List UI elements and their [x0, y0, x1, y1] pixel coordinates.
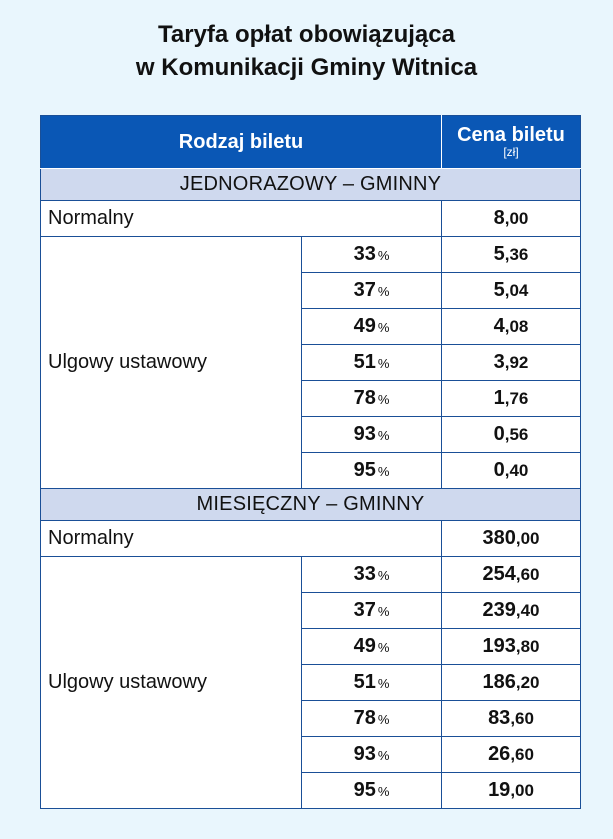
title-line-2: w Komunikacji Gminy Witnica — [135, 54, 478, 81]
price-cell: 254,60 — [442, 557, 581, 593]
section-row — [41, 169, 581, 201]
price-cell: 193,80 — [442, 629, 581, 665]
price-cell: 19,00 — [442, 773, 581, 809]
discount-cell: 93 % — [302, 737, 442, 773]
table-header-row — [41, 116, 581, 169]
discount-cell: 95 % — [302, 453, 442, 489]
table-row — [41, 521, 581, 557]
price-cell: 83,60 — [442, 701, 581, 737]
price-cell: 5,36 — [442, 237, 581, 273]
price-cell: 0,40 — [442, 453, 581, 489]
normal-label: Normalny — [41, 521, 442, 557]
header-ticket-type: Rodzaj biletu — [41, 116, 442, 169]
discount-cell: 93 % — [302, 417, 442, 453]
reduced-label: Ulgowy ustawowy — [41, 237, 302, 489]
table-row — [41, 201, 581, 237]
header-price-unit: [zł] — [503, 145, 519, 159]
price-cell: 3,92 — [442, 345, 581, 381]
normal-price: 8,00 — [442, 201, 581, 237]
discount-cell: 49 % — [302, 629, 442, 665]
discount-cell: 95 % — [302, 773, 442, 809]
price-cell: 5,04 — [442, 273, 581, 309]
discount-cell: 51 % — [302, 665, 442, 701]
price-cell: 1,76 — [442, 381, 581, 417]
normal-price: 380,00 — [442, 521, 581, 557]
discount-cell: 37 % — [302, 593, 442, 629]
fare-table — [40, 115, 581, 809]
price-cell: 4,08 — [442, 309, 581, 345]
discount-cell: 49 % — [302, 309, 442, 345]
header-ticket-price — [442, 116, 581, 169]
discount-cell: 33 % — [302, 237, 442, 273]
reduced-label: Ulgowy ustawowy — [41, 557, 302, 809]
price-cell: 0,56 — [442, 417, 581, 453]
discount-cell: 33 % — [302, 557, 442, 593]
page-title — [0, 18, 613, 84]
table-row — [41, 557, 581, 593]
section-row — [41, 489, 581, 521]
table-row — [41, 237, 581, 273]
header-price-label: Cena biletu — [457, 124, 565, 146]
price-cell: 239,40 — [442, 593, 581, 629]
title-line-1: Taryfa opłat obowiązująca — [158, 21, 455, 48]
discount-cell: 78 % — [302, 381, 442, 417]
price-cell: 186,20 — [442, 665, 581, 701]
normal-label: Normalny — [41, 201, 442, 237]
price-cell: 26,60 — [442, 737, 581, 773]
section-title: MIESIĘCZNY – GMINNY — [41, 489, 581, 521]
discount-cell: 37 % — [302, 273, 442, 309]
discount-cell: 51 % — [302, 345, 442, 381]
section-title: JEDNORAZOWY – GMINNY — [41, 169, 581, 201]
discount-cell: 78 % — [302, 701, 442, 737]
